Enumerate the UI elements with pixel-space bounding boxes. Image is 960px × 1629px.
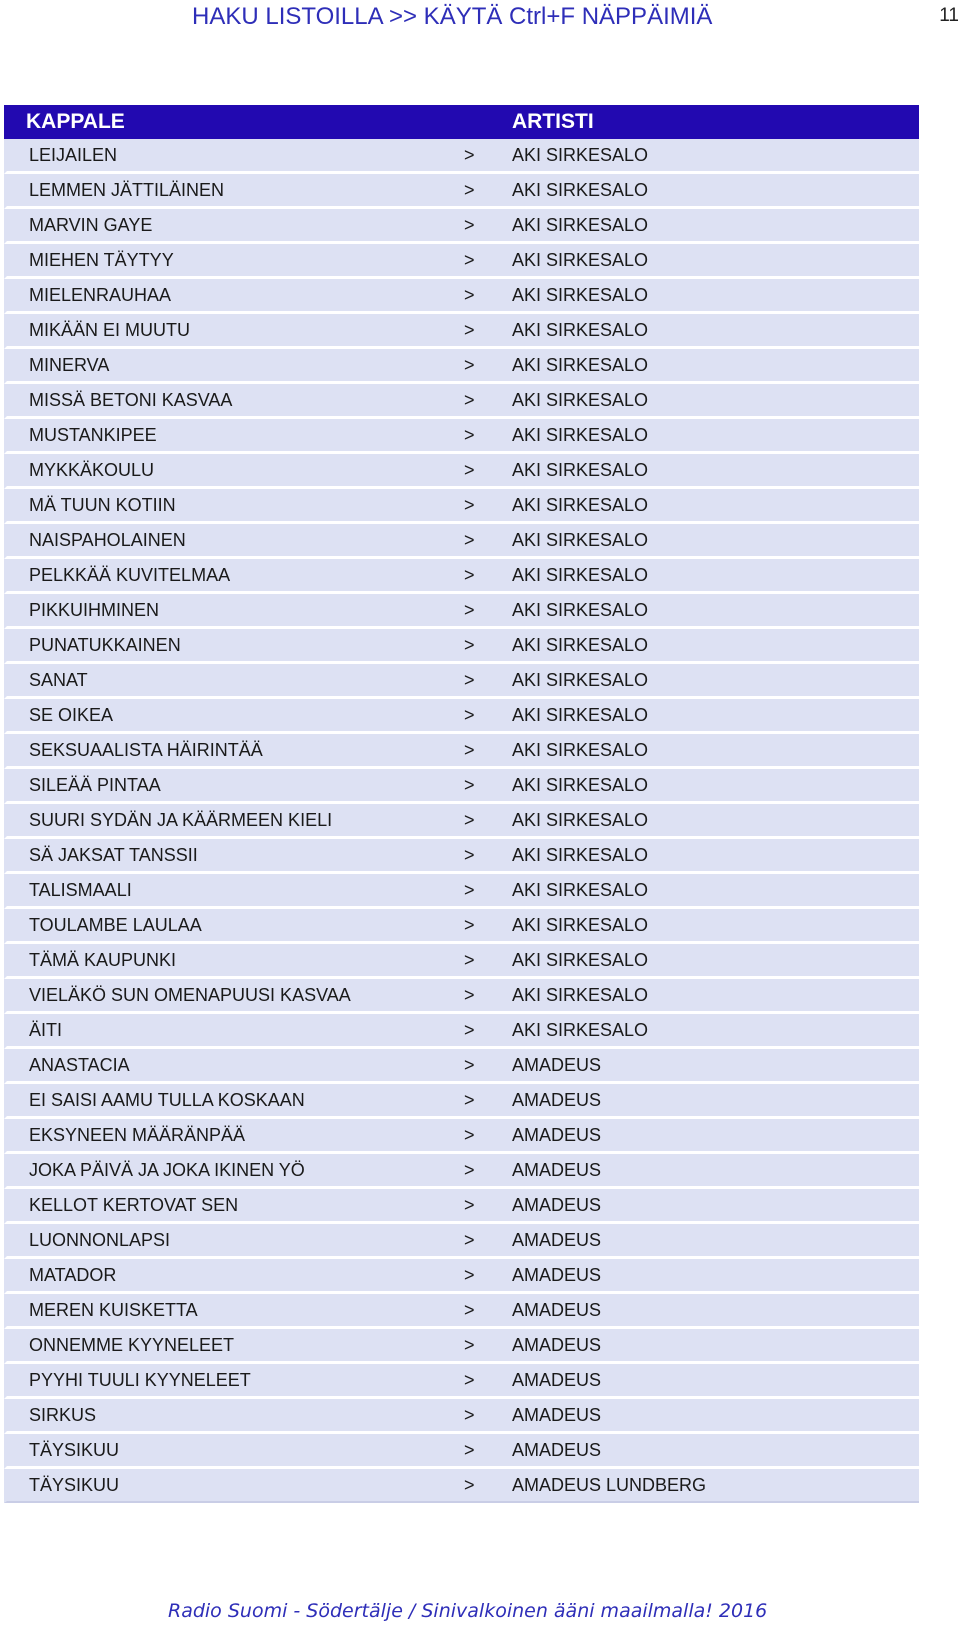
table-row — [4, 1399, 919, 1434]
row-separator: > — [463, 244, 510, 279]
song-title: VIELÄKÖ SUN OMENAPUUSI KASVAA — [4, 979, 463, 1014]
artist-name: AKI SIRKESALO — [510, 839, 919, 874]
artist-name: AKI SIRKESALO — [510, 314, 919, 349]
table-row — [4, 839, 919, 874]
row-separator: > — [463, 419, 510, 454]
row-separator: > — [463, 874, 510, 909]
row-separator: > — [463, 524, 510, 559]
song-title: EKSYNEEN MÄÄRÄNPÄÄ — [4, 1119, 463, 1154]
song-title: MEREN KUISKETTA — [4, 1294, 463, 1329]
song-title: SILEÄÄ PINTAA — [4, 769, 463, 804]
song-title: PIKKUIHMINEN — [4, 594, 463, 629]
table-row — [4, 209, 919, 244]
table-row — [4, 1364, 919, 1399]
artist-name: AKI SIRKESALO — [510, 524, 919, 559]
artist-name: AKI SIRKESALO — [510, 244, 919, 279]
row-separator: > — [463, 804, 510, 839]
song-title: TÄYSIKUU — [4, 1434, 463, 1469]
artist-name: AKI SIRKESALO — [510, 349, 919, 384]
footer-text: Radio Suomi - Södertälje / Sinivalkoinen ääni maailmalla! 2016 — [168, 1600, 768, 1622]
page-header — [0, 0, 960, 40]
song-title: PELKKÄÄ KUVITELMAA — [4, 559, 463, 594]
artist-name: AKI SIRKESALO — [510, 629, 919, 664]
table-row — [4, 1469, 919, 1503]
table-row — [4, 664, 919, 699]
song-title: SE OIKEA — [4, 699, 463, 734]
song-title: MISSÄ BETONI KASVAA — [4, 384, 463, 419]
song-title: TOULAMBE LAULAA — [4, 909, 463, 944]
artist-name: AKI SIRKESALO — [510, 699, 919, 734]
column-header-song: KAPPALE — [4, 105, 463, 139]
song-title: MINERVA — [4, 349, 463, 384]
table-body — [4, 139, 919, 1503]
song-title: TALISMAALI — [4, 874, 463, 909]
song-title: ÄITI — [4, 1014, 463, 1049]
row-separator: > — [463, 1189, 510, 1224]
row-separator: > — [463, 1014, 510, 1049]
song-title: SIRKUS — [4, 1399, 463, 1434]
song-title: MIKÄÄN EI MUUTU — [4, 314, 463, 349]
song-title: TÄMÄ KAUPUNKI — [4, 944, 463, 979]
song-title: KELLOT KERTOVAT SEN — [4, 1189, 463, 1224]
table-row — [4, 699, 919, 734]
artist-name: AKI SIRKESALO — [510, 664, 919, 699]
table-row — [4, 1224, 919, 1259]
song-table — [4, 105, 919, 1503]
song-title: TÄYSIKUU — [4, 1469, 463, 1503]
artist-name: AMADEUS — [510, 1084, 919, 1119]
row-separator: > — [463, 1434, 510, 1469]
artist-name: AMADEUS — [510, 1119, 919, 1154]
table-row — [4, 174, 919, 209]
row-separator: > — [463, 944, 510, 979]
artist-name: AKI SIRKESALO — [510, 139, 919, 174]
song-title: NAISPAHOLAINEN — [4, 524, 463, 559]
row-separator: > — [463, 559, 510, 594]
artist-name: AMADEUS LUNDBERG — [510, 1469, 919, 1503]
table-row — [4, 559, 919, 594]
table-row — [4, 1119, 919, 1154]
artist-name: AKI SIRKESALO — [510, 594, 919, 629]
row-separator: > — [463, 1049, 510, 1084]
song-title: LEMMEN JÄTTILÄINEN — [4, 174, 463, 209]
row-separator: > — [463, 839, 510, 874]
table-row — [4, 139, 919, 174]
row-separator: > — [463, 1364, 510, 1399]
row-separator: > — [463, 1399, 510, 1434]
song-title: MÄ TUUN KOTIIN — [4, 489, 463, 524]
artist-name: AKI SIRKESALO — [510, 944, 919, 979]
table-row — [4, 1049, 919, 1084]
row-separator: > — [463, 629, 510, 664]
artist-name: AMADEUS — [510, 1399, 919, 1434]
table-row — [4, 419, 919, 454]
row-separator: > — [463, 489, 510, 524]
table-row — [4, 874, 919, 909]
table-row — [4, 804, 919, 839]
artist-name: AKI SIRKESALO — [510, 909, 919, 944]
row-separator: > — [463, 979, 510, 1014]
artist-name: AMADEUS — [510, 1259, 919, 1294]
artist-name: AKI SIRKESALO — [510, 874, 919, 909]
table-row — [4, 629, 919, 664]
artist-name: AKI SIRKESALO — [510, 174, 919, 209]
table-row — [4, 734, 919, 769]
artist-name: AKI SIRKESALO — [510, 384, 919, 419]
table-row — [4, 1259, 919, 1294]
artist-name: AKI SIRKESALO — [510, 804, 919, 839]
table-row — [4, 244, 919, 279]
artist-name: AMADEUS — [510, 1049, 919, 1084]
artist-name: AMADEUS — [510, 1224, 919, 1259]
artist-name: AMADEUS — [510, 1154, 919, 1189]
row-separator: > — [463, 1259, 510, 1294]
table-row — [4, 909, 919, 944]
song-title: SUURI SYDÄN JA KÄÄRMEEN KIELI — [4, 804, 463, 839]
song-title: MYKKÄKOULU — [4, 454, 463, 489]
row-separator: > — [463, 349, 510, 384]
artist-name: AMADEUS — [510, 1189, 919, 1224]
row-separator: > — [463, 734, 510, 769]
song-title: MIEHEN TÄYTYY — [4, 244, 463, 279]
song-title: SANAT — [4, 664, 463, 699]
table-row — [4, 594, 919, 629]
table-row — [4, 1294, 919, 1329]
song-title: MIELENRAUHAA — [4, 279, 463, 314]
table-row — [4, 769, 919, 804]
song-title: PUNATUKKAINEN — [4, 629, 463, 664]
artist-name: AKI SIRKESALO — [510, 979, 919, 1014]
artist-name: AKI SIRKESALO — [510, 769, 919, 804]
column-header-artist: ARTISTI — [510, 105, 919, 139]
artist-name: AKI SIRKESALO — [510, 279, 919, 314]
row-separator: > — [463, 209, 510, 244]
song-title: MUSTANKIPEE — [4, 419, 463, 454]
artist-name: AKI SIRKESALO — [510, 734, 919, 769]
song-title: MATADOR — [4, 1259, 463, 1294]
artist-name: AKI SIRKESALO — [510, 419, 919, 454]
row-separator: > — [463, 1329, 510, 1364]
table-row — [4, 1434, 919, 1469]
song-title: ANASTACIA — [4, 1049, 463, 1084]
row-separator: > — [463, 174, 510, 209]
table-row — [4, 1014, 919, 1049]
table-row — [4, 489, 919, 524]
table-row — [4, 454, 919, 489]
artist-name: AKI SIRKESALO — [510, 454, 919, 489]
row-separator: > — [463, 279, 510, 314]
table-header-row — [4, 105, 919, 139]
row-separator: > — [463, 454, 510, 489]
artist-name: AKI SIRKESALO — [510, 209, 919, 244]
table-row — [4, 1154, 919, 1189]
artist-name: AMADEUS — [510, 1294, 919, 1329]
table-row — [4, 314, 919, 349]
row-separator: > — [463, 1294, 510, 1329]
column-header-separator — [463, 105, 510, 139]
row-separator: > — [463, 1119, 510, 1154]
row-separator: > — [463, 664, 510, 699]
table-row — [4, 1084, 919, 1119]
song-title: SÄ JAKSAT TANSSII — [4, 839, 463, 874]
table-row — [4, 349, 919, 384]
table-row — [4, 979, 919, 1014]
row-separator: > — [463, 1154, 510, 1189]
row-separator: > — [463, 594, 510, 629]
song-title: LEIJAILEN — [4, 139, 463, 174]
song-title: LUONNONLAPSI — [4, 1224, 463, 1259]
row-separator: > — [463, 314, 510, 349]
song-title: SEKSUAALISTA HÄIRINTÄÄ — [4, 734, 463, 769]
row-separator: > — [463, 1469, 510, 1503]
song-title: MARVIN GAYE — [4, 209, 463, 244]
page-number: 11 — [939, 5, 959, 26]
artist-name: AMADEUS — [510, 1434, 919, 1469]
row-separator: > — [463, 909, 510, 944]
row-separator: > — [463, 769, 510, 804]
table-row — [4, 1189, 919, 1224]
row-separator: > — [463, 699, 510, 734]
song-title: ONNEMME KYYNELEET — [4, 1329, 463, 1364]
song-title: EI SAISI AAMU TULLA KOSKAAN — [4, 1084, 463, 1119]
artist-name: AKI SIRKESALO — [510, 559, 919, 594]
table-row — [4, 524, 919, 559]
song-title: PYYHI TUULI KYYNELEET — [4, 1364, 463, 1399]
row-separator: > — [463, 384, 510, 419]
row-separator: > — [463, 1224, 510, 1259]
row-separator: > — [463, 1084, 510, 1119]
artist-name: AMADEUS — [510, 1329, 919, 1364]
artist-name: AMADEUS — [510, 1364, 919, 1399]
table-row — [4, 279, 919, 314]
song-title: JOKA PÄIVÄ JA JOKA IKINEN YÖ — [4, 1154, 463, 1189]
table-row — [4, 944, 919, 979]
artist-name: AKI SIRKESALO — [510, 1014, 919, 1049]
table-row — [4, 384, 919, 419]
table-row — [4, 1329, 919, 1364]
header-title: HAKU LISTOILLA >> KÄYTÄ Ctrl+F NÄPPÄIMIÄ — [192, 3, 713, 30]
artist-name: AKI SIRKESALO — [510, 489, 919, 524]
row-separator: > — [463, 139, 510, 174]
